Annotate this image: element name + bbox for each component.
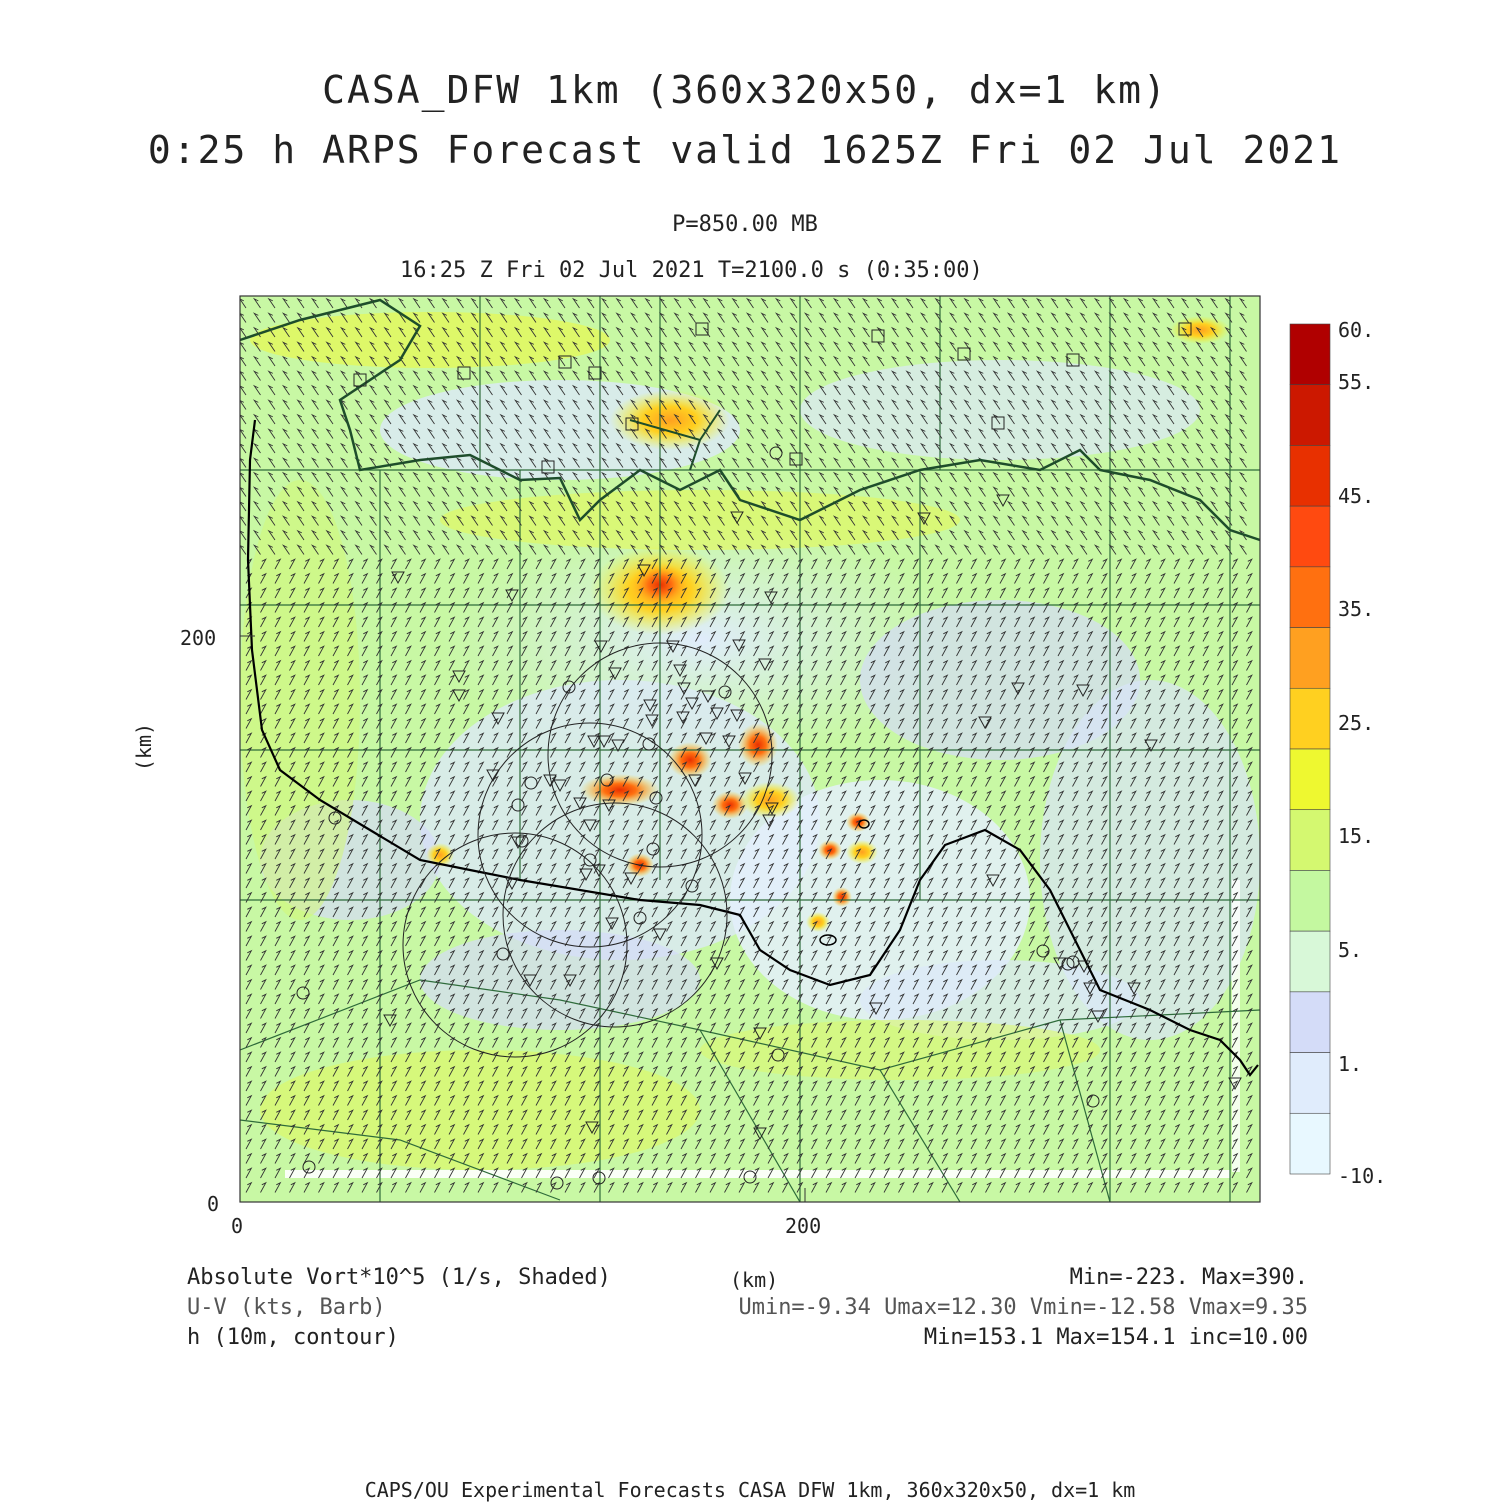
legend-barb-range: Umin=-9.34 Umax=12.30 Vmin=-12.58 Vmax=9.35 [738, 1295, 1308, 1320]
colorbar-label: 25. [1338, 711, 1375, 735]
colorbar-label: 45. [1338, 484, 1375, 508]
colorbar-swatch [1290, 1113, 1330, 1174]
colorbar-swatch [1290, 567, 1330, 628]
legend-contour: h (10m, contour) [187, 1325, 399, 1350]
x-tick-label-200: 200 [785, 1214, 822, 1238]
y-tick-label-0: 0 [207, 1192, 220, 1216]
colorbar-swatch [1290, 1053, 1330, 1114]
legend-contour-range: Min=153.1 Max=154.1 inc=10.00 [923, 1325, 1308, 1350]
colorbar-label: 5. [1338, 938, 1363, 962]
colorbar-swatch [1290, 931, 1330, 992]
colorbar-label: 55. [1338, 370, 1375, 394]
y-tick-label-200: 200 [180, 626, 217, 650]
colorbar-swatch [1290, 445, 1330, 506]
pressure-level: P=850.00 MB [672, 212, 818, 237]
x-tick-label-0: 0 [231, 1214, 244, 1238]
colorbar-swatch [1290, 628, 1330, 689]
colorbar-label: -10. [1338, 1164, 1387, 1188]
legend-shaded-range: Min=-223. Max=390. [1069, 1265, 1308, 1290]
colorbar-label: 60. [1338, 318, 1375, 342]
colorbar-swatch [1290, 506, 1330, 567]
colorbar-swatch [1290, 385, 1330, 446]
valid-time: 16:25 Z Fri 02 Jul 2021 T=2100.0 s (0:35:00) [400, 258, 983, 283]
legend-barb: U-V (kts, Barb) [187, 1295, 386, 1320]
colorbar-swatch [1290, 688, 1330, 749]
colorbar-swatch [1290, 324, 1330, 385]
y-axis-label: (km) [132, 722, 157, 772]
legend-shaded: Absolute Vort*10^5 (1/s, Shaded) [187, 1265, 611, 1290]
credit-line: CAPS/OU Experimental Forecasts CASA DFW 1km, 360x320x50, dx=1 km [364, 1478, 1136, 1502]
colorbar-swatch [1290, 992, 1330, 1053]
colorbar-swatch [1290, 749, 1330, 810]
plot-title-line1: CASA_DFW 1km (360x320x50, dx=1 km) [322, 68, 1168, 112]
colorbar-label: 35. [1338, 597, 1375, 621]
colorbar-label: 1. [1338, 1052, 1363, 1076]
x-axis-label: (km) [730, 1268, 779, 1292]
colorbar-label: 15. [1338, 824, 1375, 848]
colorbar [1290, 324, 1330, 1174]
colorbar-swatch [1290, 810, 1330, 871]
colorbar-swatch [1290, 870, 1330, 931]
plot-title-line2: 0:25 h ARPS Forecast valid 1625Z Fri 02 Jul 2021 [147, 128, 1343, 172]
